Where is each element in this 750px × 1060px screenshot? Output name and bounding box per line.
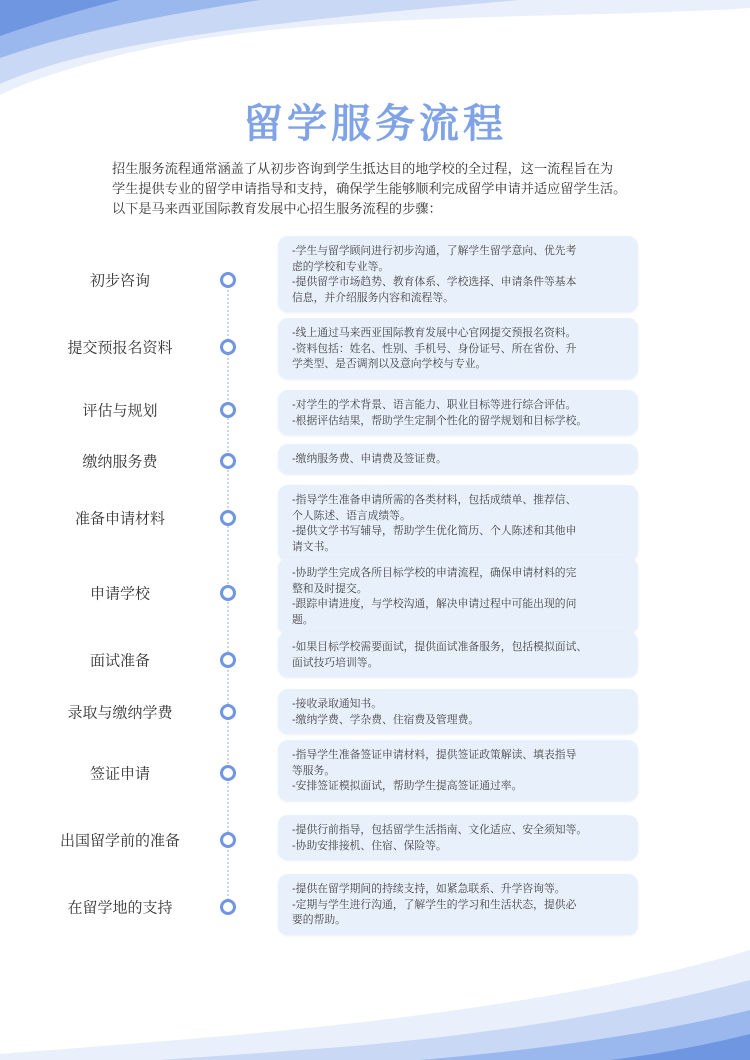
intro-line: 学生提供专业的留学申请指导和支持，确保学生能够顺利完成留学申请并适应留学生活。 (112, 182, 627, 197)
step-detail-card (278, 236, 638, 312)
step-detail-line: -线上通过马来西亚国际教育发展中心官网提交预报名资料。 (292, 326, 577, 339)
step-label: 出国留学前的准备 (59, 831, 180, 850)
step-detail-line: 学类型、是否调剂以及意向学校与专业。 (292, 357, 487, 371)
step-detail-line: -提供文学书写辅导，帮助学生优化简历、个人陈述和其他申 (292, 524, 577, 538)
step-detail-line: -跟踪申请进度，与学校沟通，解决申请过程中可能出现的问 (292, 597, 577, 611)
timeline-dot-icon (220, 585, 236, 601)
step-detail-card (278, 689, 638, 734)
step-label: 评估与规划 (82, 401, 158, 420)
step-detail-card (278, 874, 638, 935)
step-detail-line: 个人陈述、语言成绩等。 (292, 508, 411, 522)
step-detail-card (278, 558, 638, 634)
step-detail-card (278, 815, 638, 860)
intro-line: 招生服务流程通常涵盖了从初步咨询到学生抵达目的地学校的全过程，这一流程旨在为 (112, 162, 614, 177)
timeline-dot-icon (220, 765, 236, 781)
step-detail-line: 虑的学校和专业等。 (292, 259, 390, 273)
timeline-dot-icon (220, 272, 236, 288)
step-detail-line: -缴纳学费、学杂费、住宿费及管理费。 (292, 712, 480, 726)
step-label: 缴纳服务费 (82, 452, 158, 471)
step-detail-line: 等服务。 (292, 763, 336, 777)
step-label: 面试准备 (89, 651, 150, 670)
step-label: 申请学校 (89, 584, 150, 603)
step-detail-line: -如果目标学校需要面试，提供面试准备服务，包括模拟面试、 (292, 640, 588, 653)
step-label: 提交预报名资料 (67, 338, 173, 357)
step-detail-line: -指导学生准备签证申请材料，提供签证政策解读、填表指导 (292, 748, 577, 761)
step-detail-line: -根据评估结果，帮助学生定制个性化的留学规划和目标学校。 (292, 413, 588, 427)
step-label: 在留学地的支持 (67, 898, 173, 917)
timeline-dot-icon (220, 453, 236, 469)
step-label: 初步咨询 (89, 271, 150, 290)
timeline-dot-icon (220, 652, 236, 668)
step-detail-line: -接收录取通知书。 (292, 697, 383, 710)
step-detail-card (278, 390, 638, 435)
step-detail-card (278, 740, 638, 801)
step-detail-card (278, 485, 638, 561)
step-detail-line: 请文书。 (292, 539, 336, 553)
timeline-dot-icon (220, 704, 236, 720)
intro-line: 以下是马来西亚国际教育发展中心招生服务流程的步骤： (112, 202, 442, 217)
step-detail-line: -提供在留学期间的持续支持，如紧急联系、升学咨询等。 (292, 882, 566, 895)
timeline-dot-icon (220, 339, 236, 355)
step-detail-line: -安排签证模拟面试，帮助学生提高签证通过率。 (292, 779, 523, 793)
step-detail-line: -资料包括：姓名、性别、手机号、身份证号、所在省份、升 (292, 341, 577, 355)
step-detail-line: -缴纳服务费、申请费及签证费。 (292, 452, 447, 465)
step-detail-line: -协助学生完成各所目标学校的申请流程，确保申请材料的完 (292, 566, 577, 579)
timeline-dot-icon (220, 510, 236, 526)
intro-paragraph (112, 160, 652, 220)
step-detail-card (278, 444, 638, 474)
step-label: 录取与缴纳学费 (67, 703, 173, 722)
step-detail-card (278, 632, 638, 677)
step-detail-card (278, 318, 638, 379)
step-label: 签证申请 (89, 764, 150, 783)
step-detail-line: -提供留学市场趋势、教育体系、学校选择、申请条件等基本 (292, 275, 577, 289)
step-detail-line: -提供行前指导，包括留学生活指南、文化适应、安全须知等。 (292, 823, 588, 836)
bottom-wave-decoration (0, 950, 750, 1060)
step-detail-line: 信息，并介绍服务内容和流程等。 (292, 290, 454, 304)
timeline-dot-icon (220, 832, 236, 848)
timeline-dot-icon (220, 899, 236, 915)
step-detail-line: 面试技巧培训等。 (292, 655, 379, 669)
step-detail-line: 要的帮助。 (292, 913, 346, 927)
step-detail-line: -对学生的学术背景、语言能力、职业目标等进行综合评估。 (292, 398, 577, 411)
timeline-dot-icon (220, 402, 236, 418)
page-title: 留学服务流程 (243, 100, 507, 147)
step-detail-line: -定期与学生进行沟通，了解学生的学习和生活状态，提供必 (292, 897, 577, 911)
step-detail-line: -学生与留学顾问进行初步沟通，了解学生留学意向、优先考 (292, 244, 577, 257)
step-detail-line: -指导学生准备申请所需的各类材料，包括成绩单、推荐信、 (292, 493, 577, 506)
step-detail-line: 题。 (292, 612, 314, 626)
step-detail-line: -协助安排接机、住宿、保险等。 (292, 838, 447, 852)
step-detail-line: 整和及时提交。 (292, 581, 368, 595)
step-label: 准备申请材料 (74, 509, 165, 528)
